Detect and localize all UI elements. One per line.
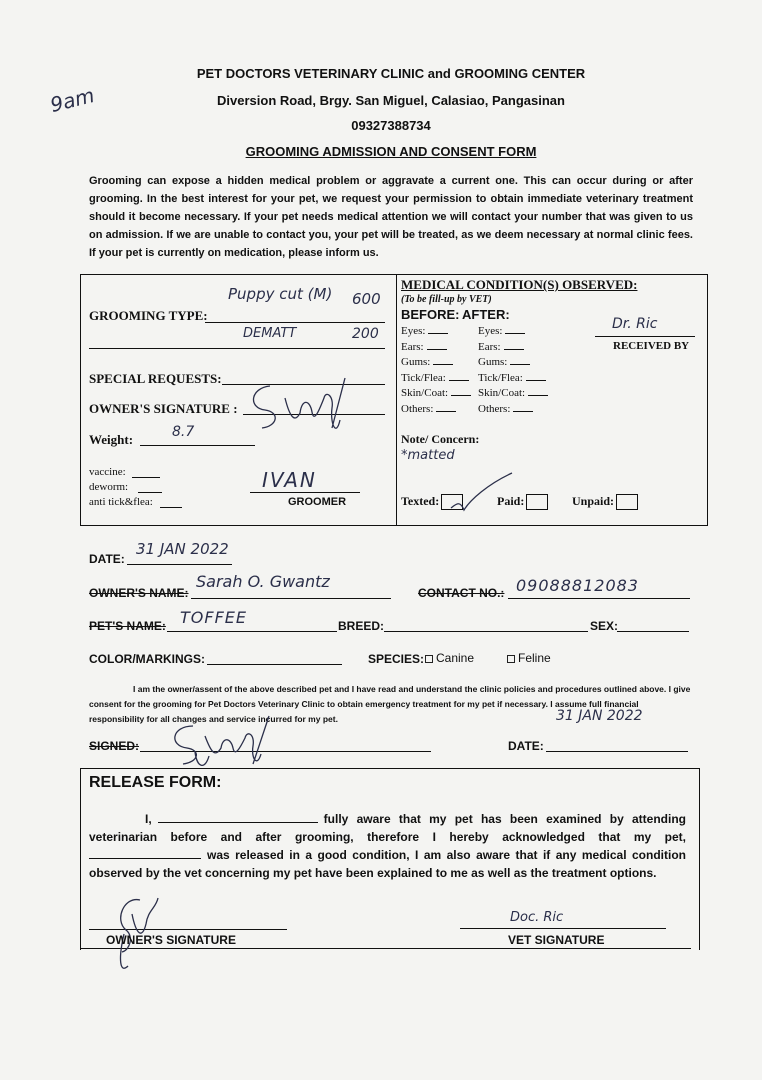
after-row-label: Others: (478, 402, 511, 415)
consent-date-line (546, 751, 688, 752)
paid-field (497, 494, 548, 510)
before-row-blank (433, 364, 453, 365)
paid-checkbox[interactable] (526, 494, 548, 510)
groomer-name: IVAN (262, 468, 317, 492)
grooming-type-line (205, 322, 385, 323)
contact-line (508, 598, 690, 599)
after-row-blank (504, 349, 524, 350)
consent-date-value: 31 JAN 2022 (556, 708, 643, 724)
owner-name-label: OWNER'S NAME: (89, 586, 189, 600)
date-line (127, 564, 232, 565)
after-row-blank (505, 333, 525, 334)
after-row-blank (526, 380, 546, 381)
deworm-label: deworm: (89, 481, 129, 493)
before-row-label: Skin/Coat: (401, 387, 449, 399)
medical-title: MEDICAL CONDITION(S) OBSERVED: (401, 277, 638, 292)
sex-label: SEX: (590, 619, 619, 633)
after-row-label: Ears: (478, 340, 501, 353)
vet-sig-label: VET SIGNATURE (508, 933, 605, 947)
sex-line (617, 631, 689, 632)
received-by-label: RECEIVED BY (613, 340, 690, 352)
release-text-part3: was released in a good condition, I am also aware that if any medical condition observed by the vet concerning my pet have been explained to me as well as the treatment options. (89, 848, 686, 880)
date-value: 31 JAN 2022 (136, 540, 229, 558)
clinic-phone: 09327388734 (351, 118, 431, 133)
after-row-blank (513, 411, 533, 412)
unpaid-checkbox[interactable] (616, 494, 638, 510)
after-row (478, 341, 524, 353)
owner-sig-label: OWNER'S SIGNATURE (106, 933, 236, 947)
contact-value: 09088812083 (516, 576, 639, 595)
release-text (89, 810, 686, 882)
deworm-line (138, 492, 162, 493)
release-title: RELEASE FORM: (89, 774, 222, 791)
before-row-label: Eyes: (401, 325, 426, 337)
after-row (478, 403, 533, 415)
groomer-line (250, 492, 360, 493)
pet-name-line (167, 631, 337, 632)
before-label: BEFORE: (401, 307, 460, 322)
note-value: *matted (401, 448, 455, 463)
antitick-label: anti tick&flea: (89, 496, 153, 508)
owner-signature-1 (240, 368, 360, 443)
received-by-line (595, 336, 695, 337)
breed-label: BREED: (338, 619, 385, 633)
before-row (401, 325, 448, 337)
special-requests-label: SPECIAL REQUESTS: (89, 371, 222, 386)
after-row (478, 372, 546, 384)
release-box-bottom (80, 948, 691, 949)
release-name-blank (158, 811, 318, 823)
note-label: Note/ Concern: (401, 432, 480, 446)
before-row-label: Tick/Flea: (401, 371, 446, 384)
before-row-label: Others: (401, 402, 434, 415)
before-row (401, 403, 456, 415)
clinic-address: Diversion Road, Brgy. San Miguel, Calasiao, Pangasinan (217, 93, 565, 108)
medical-subtitle: (To be fill-up by VET) (401, 294, 492, 305)
before-row (401, 341, 447, 353)
vaccine-label: vaccine: (89, 466, 126, 478)
after-row-label: Skin/Coat: (478, 387, 526, 399)
consent-date-label: DATE: (508, 739, 544, 753)
weight-value: 8.7 (172, 424, 195, 440)
before-row-blank (449, 380, 469, 381)
after-row-label: Eyes: (478, 325, 503, 337)
vaccine-line (132, 477, 160, 478)
before-row-blank (428, 333, 448, 334)
grooming-type-label: GROOMING TYPE: (89, 308, 208, 323)
owner-signature-2 (165, 712, 285, 772)
after-row (478, 356, 530, 368)
weight-label: Weight: (89, 432, 134, 447)
weight-line (140, 445, 255, 446)
paid-label: Paid: (497, 494, 525, 508)
unpaid-field (572, 494, 638, 510)
after-row-label: Tick/Flea: (478, 371, 523, 384)
after-row-blank (528, 395, 548, 396)
before-row-label: Gums: (401, 356, 431, 368)
corner-note: 9am (47, 82, 97, 118)
feline-option[interactable] (504, 651, 551, 665)
feline-checkbox[interactable] (507, 655, 515, 663)
before-row-blank (451, 395, 471, 396)
clinic-name: PET DOCTORS VETERINARY CLINIC and GROOMING CENTER (196, 66, 586, 81)
vet-sig-line (460, 928, 666, 929)
before-row (401, 372, 469, 384)
canine-label: Canine (436, 651, 475, 665)
after-row (478, 325, 525, 337)
breed-line (384, 631, 588, 632)
signed-label: SIGNED: (89, 739, 140, 753)
after-row-label: Gums: (478, 356, 508, 368)
release-text-part2: fully aware that my pet has been examined by attending veterinarian before and after grooming, therefore I hereby acknowledged that my pet, (89, 812, 686, 844)
species-label: SPECIES: (368, 652, 425, 666)
grooming-type-line2 (89, 348, 385, 349)
canine-checkbox[interactable] (425, 655, 433, 663)
form-title: GROOMING ADMISSION AND CONSENT FORM (245, 144, 537, 159)
contact-label: CONTACT NO.: (418, 586, 505, 600)
received-by-name: Dr. Ric (612, 316, 658, 332)
before-row-blank (436, 411, 456, 412)
before-row-blank (427, 349, 447, 350)
release-pet-blank (89, 847, 201, 859)
owner-name-line (191, 598, 391, 599)
grooming-price2: 200 (352, 326, 379, 342)
antitick-line (160, 507, 182, 508)
grooming-item1: Puppy cut (M) (228, 285, 333, 303)
before-row-label: Ears: (401, 340, 424, 353)
after-row (478, 387, 548, 399)
intro-text: Grooming can expose a hidden medical problem or aggravate a current one. This can occur during or after grooming. In the best interest for your pet, we request your permission to obtain immediate veterinary treatment should it become necessary. If your pet needs medical attention we will contact your number that was given to us on admission. If we are unable to contact you, your pet will be treated, as we deem necessary at normal clinic fees. If your pet is currently on medication, please inform us. (89, 175, 693, 259)
canine-option[interactable] (422, 651, 474, 665)
texted-label: Texted: (401, 494, 440, 508)
vet-sig-name: Doc. Ric (510, 910, 564, 925)
color-line (207, 664, 342, 665)
grooming-item2: DEMATT (243, 326, 297, 341)
pet-name-label: PET'S NAME: (89, 619, 166, 633)
consent-text: I am the owner/assent of the above described pet and I have read and understand the clinic policies and procedures outlined above. I give consent for the grooming for Pet Doctors Veterinary Clinic to obtain emergency treatment for my pet if necessary. I assume full financial responsibility for all changes and service incurred for my pet. (89, 684, 691, 724)
color-label: COLOR/MARKINGS: (89, 652, 205, 666)
before-row (401, 356, 453, 368)
after-row-blank (510, 364, 530, 365)
owner-signature-label: OWNER'S SIGNATURE : (89, 401, 238, 416)
feline-label: Feline (518, 651, 551, 665)
owner-name-value: Sarah O. Gwantz (196, 572, 330, 591)
unpaid-label: Unpaid: (572, 494, 615, 508)
pet-name-value: TOFFEE (180, 608, 247, 627)
date-label: DATE: (89, 552, 125, 566)
before-row (401, 387, 471, 399)
groomer-label: GROOMER (288, 496, 347, 508)
after-label: AFTER: (462, 307, 510, 322)
grooming-price1: 600 (352, 290, 381, 308)
release-text-part1: I, (145, 812, 152, 826)
